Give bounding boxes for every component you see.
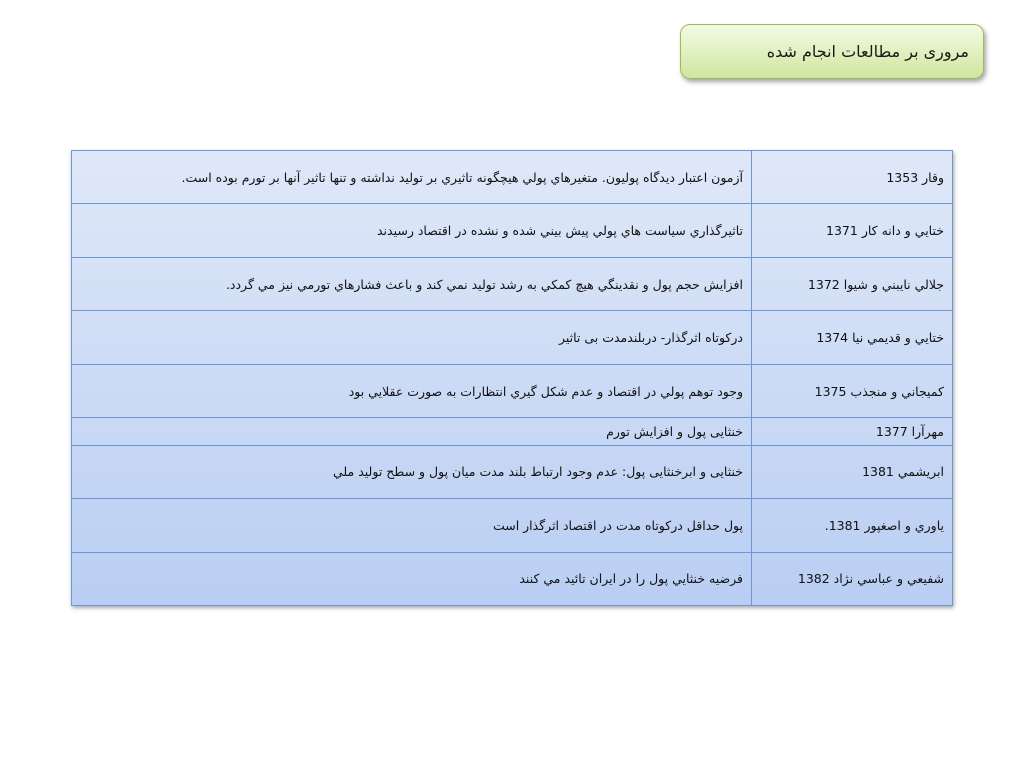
study-author: ياوري و اصغپور 1381. [752,499,953,552]
studies-table [71,150,953,606]
study-finding: فرضيه خنثايي پول را در ايران تائيد مي كنند [72,552,752,605]
table-row [72,445,953,498]
study-finding: آزمون اعتبار ديدگاه پوليون. متغيرهاي پولي هيچگونه تاثيري بر توليد نداشته و تنها تاثير آنها بر تورم بوده است. [72,151,752,204]
study-author: جلالي نايبني و شيوا 1372 [752,257,953,310]
study-finding: خنثايی و ابرخنثايی پول: عدم وجود ارتباط بلند مدت ميان پول و سطح توليد ملي [72,445,752,498]
study-author: كميجاني و منجذب 1375 [752,364,953,417]
table-row [72,364,953,417]
study-author: مهرآرا 1377 [752,418,953,445]
table-row [72,204,953,257]
table-row [72,151,953,204]
study-author: وقار 1353 [752,151,953,204]
study-finding: دركوتاه اثرگذار- دربلندمدت بی تاثیر [72,311,752,364]
study-author: ختايي و دانه كار 1371 [752,204,953,257]
studies-table-container [71,150,953,606]
study-finding: وجود توهم پولي در اقتصاد و عدم شكل گيري انتظارات به صورت عقلايي بود [72,364,752,417]
study-finding: تاثيرگذاري سياست هاي پولي پيش بيني شده و نشده در اقتصاد رسيدند [72,204,752,257]
table-row [72,257,953,310]
study-finding: خنثايی پول و افزايش تورم [72,418,752,445]
table-row [72,499,953,552]
study-author: ختايي و قديمي نيا 1374 [752,311,953,364]
table-row [72,552,953,605]
study-finding: پول حداقل دركوتاه مدت در اقتصاد اثرگذار است [72,499,752,552]
study-author: شفيعي و عباسي نژاد 1382 [752,552,953,605]
title-box [680,24,984,79]
slide-title: مروری بر مطالعات انجام شده [766,42,969,61]
study-finding: افزايش حجم پول و نقدينگي هيچ كمكي به رشد توليد نمي كند و باعث فشارهاي تورمي نيز مي گردد. [72,257,752,310]
study-author: ابريشمي 1381 [752,445,953,498]
table-row [72,311,953,364]
table-row [72,418,953,445]
